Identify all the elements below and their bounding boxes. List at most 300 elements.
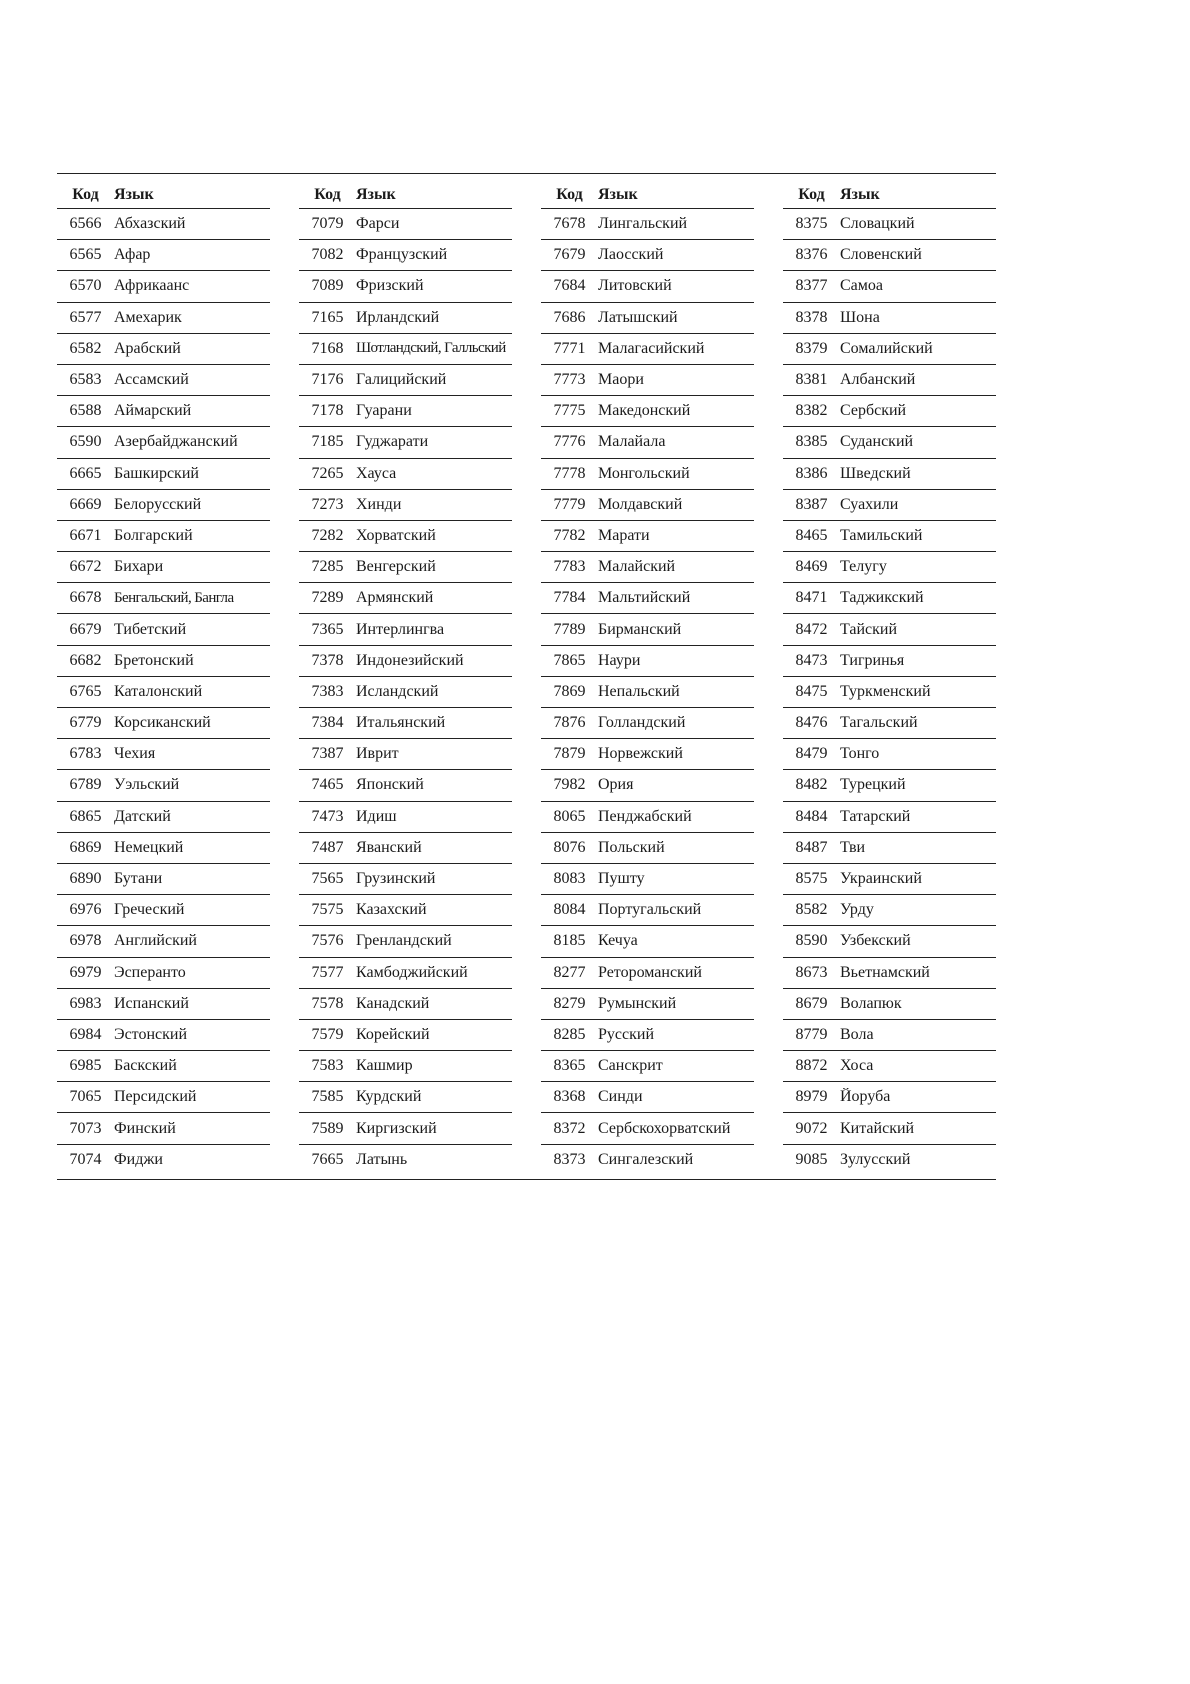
language-name: Бутани [114, 870, 163, 888]
language-name: Албанский [840, 371, 916, 389]
table-row [299, 989, 512, 1020]
language-name: Польский [598, 838, 665, 856]
language-name: Фризский [356, 277, 424, 295]
table-row [541, 708, 754, 739]
language-name: Йоруба [840, 1088, 891, 1106]
table-row [541, 209, 754, 240]
table-row [57, 490, 270, 521]
language-code: 7178 [311, 402, 344, 420]
table-row [57, 1145, 270, 1176]
language-code: 8379 [795, 339, 828, 357]
table-row [783, 303, 996, 334]
table-column-group-3 [541, 182, 754, 1176]
table-header-row [57, 182, 270, 209]
language-name: Тонго [840, 745, 880, 763]
table-row [541, 646, 754, 677]
language-code: 6984 [69, 1025, 102, 1043]
language-name: Волапюк [840, 994, 902, 1012]
language-code: 7383 [311, 682, 344, 700]
table-row [783, 552, 996, 583]
language-code: 7678 [553, 215, 586, 233]
language-name: Зулусский [840, 1151, 911, 1169]
language-name: Норвежский [598, 745, 683, 763]
table-row [783, 240, 996, 271]
language-code: 6671 [69, 526, 102, 544]
language-name: Хауса [356, 464, 397, 482]
language-code: 6789 [69, 776, 102, 794]
language-code: 8465 [795, 526, 828, 544]
language-code: 6588 [69, 402, 102, 420]
language-name: Кашмир [356, 1057, 413, 1075]
language-name: Хорватский [356, 526, 436, 544]
language-name: Идиш [356, 807, 397, 825]
language-code: 7684 [553, 277, 586, 295]
language-code: 7487 [311, 838, 344, 856]
table-column-group-2 [299, 182, 512, 1176]
language-name: Гуджарати [356, 433, 429, 451]
language-code: 6978 [69, 932, 102, 950]
table-row [541, 895, 754, 926]
language-name: Интерлингва [356, 620, 445, 638]
language-name: Яванский [356, 838, 422, 856]
table-row [299, 833, 512, 864]
table-row [541, 1113, 754, 1144]
table-row [783, 521, 996, 552]
table-row [299, 365, 512, 396]
table-row [783, 739, 996, 770]
table-row [57, 614, 270, 645]
table-row [57, 1113, 270, 1144]
language-name: Сербский [840, 402, 907, 420]
language-name: Словацкий [840, 215, 915, 233]
language-name: Португальский [598, 901, 702, 919]
language-name: Молдавский [598, 495, 683, 513]
table-row [783, 1082, 996, 1113]
table-row [783, 427, 996, 458]
language-code: 7289 [311, 589, 344, 607]
language-code: 8469 [795, 558, 828, 576]
language-code: 8590 [795, 932, 828, 950]
table-row [299, 770, 512, 801]
language-name: Эстонский [114, 1025, 188, 1043]
language-code: 8377 [795, 277, 828, 295]
language-name: Гренландский [356, 932, 452, 950]
table-row [57, 833, 270, 864]
language-name: Киргизский [356, 1119, 437, 1137]
language-code: 6679 [69, 620, 102, 638]
language-code: 8083 [553, 870, 586, 888]
language-code: 6869 [69, 838, 102, 856]
language-code: 6583 [69, 371, 102, 389]
table-row [299, 1082, 512, 1113]
language-code: 8476 [795, 714, 828, 732]
language-code: 7782 [553, 526, 586, 544]
language-name: Наури [598, 651, 641, 669]
table-row [541, 459, 754, 490]
table-row [541, 552, 754, 583]
language-code: 8386 [795, 464, 828, 482]
language-name: Синди [598, 1088, 643, 1106]
table-row [57, 334, 270, 365]
language-name: Венгерский [356, 558, 436, 576]
language-code: 8084 [553, 901, 586, 919]
table-row [783, 989, 996, 1020]
table-row [541, 490, 754, 521]
table-row [57, 895, 270, 926]
table-row [783, 926, 996, 957]
table-row [299, 646, 512, 677]
language-name: Амехарик [114, 308, 182, 326]
language-code: 7074 [69, 1151, 102, 1169]
table-row [541, 271, 754, 302]
language-code-table [57, 173, 996, 1180]
language-code: 7082 [311, 246, 344, 264]
table-row [783, 614, 996, 645]
language-name: Каталонский [114, 682, 203, 700]
header-language: Язык [840, 186, 880, 203]
language-code: 9085 [795, 1151, 828, 1169]
language-name: Тигринья [840, 651, 905, 669]
language-code: 8385 [795, 433, 828, 451]
language-code: 7589 [311, 1119, 344, 1137]
table-row [299, 459, 512, 490]
header-code: Код [314, 186, 341, 203]
language-code: 7869 [553, 682, 586, 700]
table-row [783, 864, 996, 895]
language-code: 8387 [795, 495, 828, 513]
language-code: 8285 [553, 1025, 586, 1043]
language-code: 6985 [69, 1057, 102, 1075]
language-code: 7282 [311, 526, 344, 544]
language-code: 8076 [553, 838, 586, 856]
language-code: 7982 [553, 776, 586, 794]
language-name: Афар [114, 246, 151, 264]
table-row [541, 989, 754, 1020]
language-name: Санскрит [598, 1057, 663, 1075]
table-row [57, 802, 270, 833]
language-name: Лаосский [598, 246, 664, 264]
table-row [783, 396, 996, 427]
language-name: Пушту [598, 870, 645, 888]
table-row [299, 521, 512, 552]
table-row [541, 427, 754, 458]
language-code: 6672 [69, 558, 102, 576]
table-row [783, 1020, 996, 1051]
header-language: Язык [114, 186, 154, 203]
language-name: Тамильский [840, 526, 923, 544]
language-code: 7265 [311, 464, 344, 482]
table-row [783, 958, 996, 989]
language-name: Французский [356, 246, 448, 264]
language-code: 8472 [795, 620, 828, 638]
language-name: Исландский [356, 682, 439, 700]
table-row [57, 552, 270, 583]
table-row [299, 677, 512, 708]
language-name: Македонский [598, 402, 691, 420]
language-name: Малагасийский [598, 339, 705, 357]
language-name: Индонезийский [356, 651, 464, 669]
language-code: 7679 [553, 246, 586, 264]
language-code: 8185 [553, 932, 586, 950]
language-name: Белорусский [114, 495, 202, 513]
table-row [57, 770, 270, 801]
table-row [783, 833, 996, 864]
table-row [783, 1145, 996, 1176]
language-name: Ория [598, 776, 634, 794]
language-name: Вола [840, 1025, 874, 1043]
language-code: 7783 [553, 558, 586, 576]
table-row [541, 1082, 754, 1113]
language-name: Малайала [598, 433, 666, 451]
language-code: 7065 [69, 1088, 102, 1106]
language-name: Бенгальский, Бангла [114, 589, 234, 606]
language-code: 8487 [795, 838, 828, 856]
table-header-row [783, 182, 996, 209]
table-row [299, 1020, 512, 1051]
table-row [299, 490, 512, 521]
table-row [57, 1051, 270, 1082]
language-name: Тибетский [114, 620, 187, 638]
table-row [299, 708, 512, 739]
language-code: 7585 [311, 1088, 344, 1106]
table-row [299, 958, 512, 989]
language-name: Курдский [356, 1088, 422, 1106]
language-name: Кечуа [598, 932, 638, 950]
table-row [541, 396, 754, 427]
table-column-group-4 [783, 182, 996, 1176]
language-name: Абхазский [114, 215, 186, 233]
language-code: 8365 [553, 1057, 586, 1075]
language-name: Итальянский [356, 714, 446, 732]
language-name: Словенский [840, 246, 922, 264]
language-name: Украинский [840, 870, 922, 888]
language-code: 8482 [795, 776, 828, 794]
language-name: Пенджабский [598, 807, 692, 825]
language-name: Маори [598, 371, 644, 389]
language-name: Канадский [356, 994, 430, 1012]
language-code: 7384 [311, 714, 344, 732]
language-code: 8679 [795, 994, 828, 1012]
language-name: Бирманский [598, 620, 682, 638]
language-code: 8979 [795, 1088, 828, 1106]
language-name: Болгарский [114, 526, 193, 544]
language-name: Английский [114, 932, 197, 950]
table-row [57, 646, 270, 677]
language-code: 8473 [795, 651, 828, 669]
language-name: Ирландский [356, 308, 440, 326]
language-name: Русский [598, 1025, 654, 1043]
table-row [57, 1020, 270, 1051]
language-code: 7577 [311, 963, 344, 981]
language-name: Уэльский [114, 776, 180, 794]
table-row [783, 583, 996, 614]
table-row [299, 240, 512, 271]
language-name: Сербскохорватский [598, 1119, 731, 1137]
table-row [783, 365, 996, 396]
table-row [299, 552, 512, 583]
language-code: 6582 [69, 339, 102, 357]
language-name: Датский [114, 807, 171, 825]
language-name: Вьетнамский [840, 963, 930, 981]
language-name: Шона [840, 308, 880, 326]
language-name: Бретонский [114, 651, 194, 669]
table-row [299, 271, 512, 302]
table-row [57, 989, 270, 1020]
language-code: 8575 [795, 870, 828, 888]
language-code: 8382 [795, 402, 828, 420]
table-row [299, 583, 512, 614]
language-code: 9072 [795, 1119, 828, 1137]
language-name: Немецкий [114, 838, 184, 856]
table-row [541, 1145, 754, 1176]
language-name: Гуарани [356, 402, 412, 420]
language-name: Испанский [114, 994, 189, 1012]
language-name: Аймарский [114, 402, 192, 420]
language-name: Грузинский [356, 870, 436, 888]
table-row [299, 1145, 512, 1176]
language-code: 7775 [553, 402, 586, 420]
language-code: 6983 [69, 994, 102, 1012]
table-row [57, 271, 270, 302]
language-code: 6669 [69, 495, 102, 513]
language-code: 7778 [553, 464, 586, 482]
table-row [57, 365, 270, 396]
table-row [541, 365, 754, 396]
language-name: Румынский [598, 994, 677, 1012]
language-code: 8381 [795, 371, 828, 389]
header-code: Код [798, 186, 825, 203]
table-row [299, 895, 512, 926]
language-name: Бихари [114, 558, 164, 576]
table-row [299, 209, 512, 240]
language-code: 7865 [553, 651, 586, 669]
header-language: Язык [356, 186, 396, 203]
table-row [541, 677, 754, 708]
language-code: 8471 [795, 589, 828, 607]
table-row [783, 1051, 996, 1082]
table-row [299, 864, 512, 895]
language-code: 6765 [69, 682, 102, 700]
language-name: Фарси [356, 215, 400, 233]
language-code: 7879 [553, 745, 586, 763]
language-name: Малайский [598, 558, 676, 576]
language-name: Корейский [356, 1025, 430, 1043]
language-name: Узбекский [840, 932, 911, 950]
header-code: Код [556, 186, 583, 203]
language-name: Непальский [598, 682, 680, 700]
table-row [57, 739, 270, 770]
language-code: 7583 [311, 1057, 344, 1075]
table-row [541, 864, 754, 895]
language-code: 6865 [69, 807, 102, 825]
language-code: 7576 [311, 932, 344, 950]
language-name: Чехия [114, 745, 156, 763]
language-name: Хинди [356, 495, 402, 513]
table-row [541, 521, 754, 552]
language-code: 8779 [795, 1025, 828, 1043]
table-row [57, 303, 270, 334]
language-name: Латынь [356, 1151, 408, 1169]
language-code: 8872 [795, 1057, 828, 1075]
table-row [783, 646, 996, 677]
language-code: 6979 [69, 963, 102, 981]
table-row [57, 521, 270, 552]
language-code: 7089 [311, 277, 344, 295]
table-row [783, 271, 996, 302]
language-code: 8368 [553, 1088, 586, 1106]
table-row [299, 739, 512, 770]
language-name: Туркменский [840, 682, 931, 700]
language-code: 8373 [553, 1151, 586, 1169]
table-row [299, 303, 512, 334]
language-code: 8582 [795, 901, 828, 919]
language-name: Армянский [356, 589, 434, 607]
language-code: 8475 [795, 682, 828, 700]
language-code: 8479 [795, 745, 828, 763]
language-code: 8378 [795, 308, 828, 326]
language-name: Ретороманский [598, 963, 702, 981]
language-name: Таджикский [840, 589, 924, 607]
language-code: 7285 [311, 558, 344, 576]
language-name: Эсперанто [114, 963, 186, 981]
language-name: Голландский [598, 714, 686, 732]
table-row [299, 1051, 512, 1082]
table-row [299, 802, 512, 833]
language-code: 7779 [553, 495, 586, 513]
language-code: 7876 [553, 714, 586, 732]
language-name: Тагальский [840, 714, 918, 732]
language-code: 7176 [311, 371, 344, 389]
table-row [541, 1051, 754, 1082]
language-name: Арабский [114, 339, 181, 357]
table-row [57, 583, 270, 614]
table-row [57, 459, 270, 490]
language-name: Персидский [114, 1088, 197, 1106]
language-code: 8065 [553, 807, 586, 825]
table-row [57, 926, 270, 957]
language-name: Лингальский [598, 215, 688, 233]
language-code: 7079 [311, 215, 344, 233]
language-code: 6779 [69, 714, 102, 732]
language-code: 6577 [69, 308, 102, 326]
language-name: Татарский [840, 807, 911, 825]
table-column-group-1 [57, 182, 270, 1176]
language-code: 7185 [311, 433, 344, 451]
language-name: Африкаанс [114, 277, 190, 295]
table-header-row [541, 182, 754, 209]
language-name: Корсиканский [114, 714, 211, 732]
language-name: Иврит [356, 745, 399, 763]
language-code: 7776 [553, 433, 586, 451]
table-row [541, 739, 754, 770]
table-row [783, 459, 996, 490]
language-name: Литовский [598, 277, 672, 295]
language-code: 7273 [311, 495, 344, 513]
table-row [783, 802, 996, 833]
language-name: Фиджи [114, 1151, 163, 1169]
table-row [541, 614, 754, 645]
language-code: 7473 [311, 807, 344, 825]
table-row [541, 303, 754, 334]
language-code: 8484 [795, 807, 828, 825]
header-code: Код [72, 186, 99, 203]
language-code: 7579 [311, 1025, 344, 1043]
language-name: Шведский [840, 464, 911, 482]
language-code: 6976 [69, 901, 102, 919]
language-code: 7165 [311, 308, 344, 326]
table-row [57, 396, 270, 427]
language-name: Хоса [840, 1057, 874, 1075]
